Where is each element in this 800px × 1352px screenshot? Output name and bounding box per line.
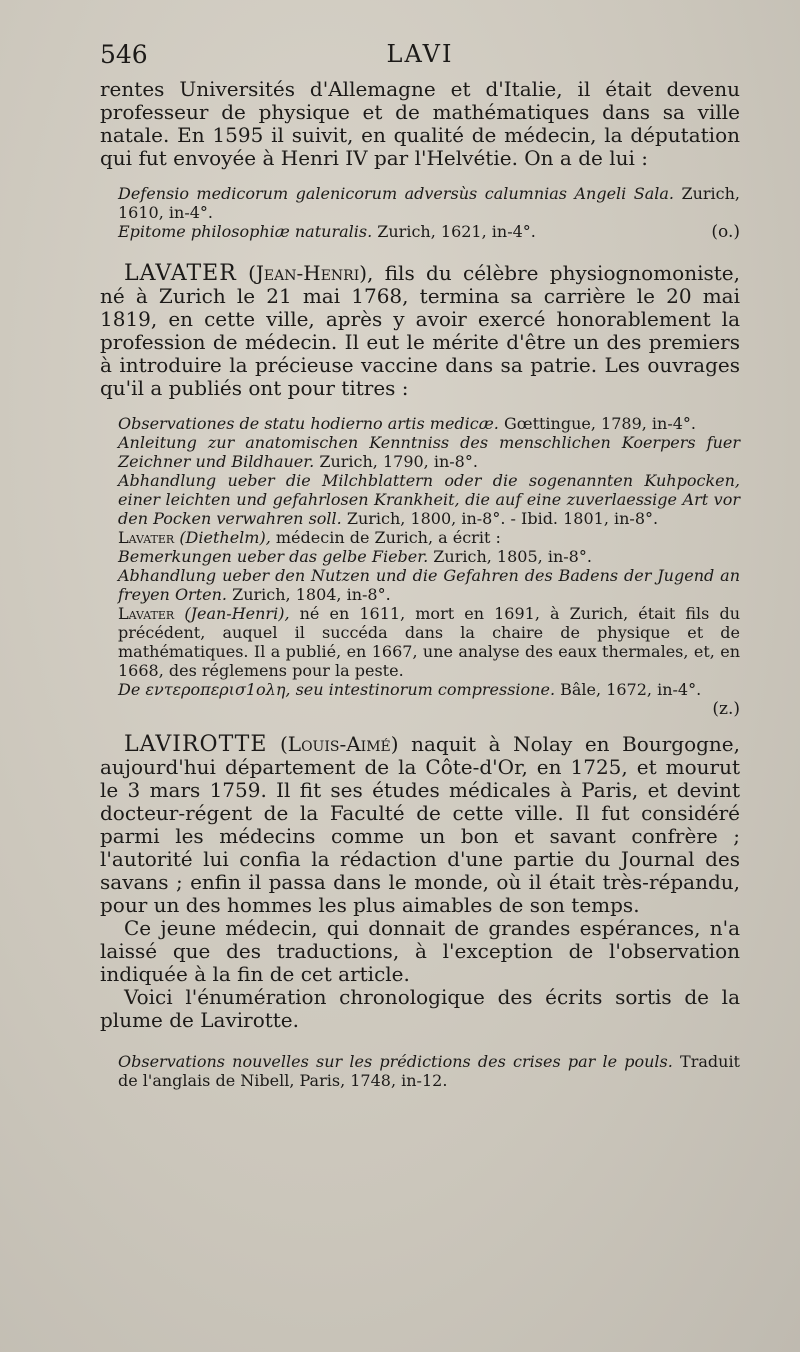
reference-item bbox=[100, 471, 740, 528]
reference-item bbox=[100, 414, 740, 433]
reference-item bbox=[100, 566, 740, 604]
entry-name: LAVIROTTE bbox=[124, 732, 268, 757]
diethelm-reference-list bbox=[100, 547, 740, 604]
reference-item bbox=[100, 547, 740, 566]
reference-item bbox=[100, 680, 740, 699]
reference-title: Observationes de statu hodierno artis medicæ. bbox=[118, 414, 499, 433]
reference-title: Anleitung zur anatomischen Kenntniss des menschlichen Koerpers fuer Zeichner und Bildhauer. bbox=[118, 433, 740, 471]
reference-imprint: Bâle, 1672, in-4°. bbox=[555, 680, 702, 699]
entry-name: Lavater bbox=[118, 528, 175, 547]
entry-given-name: (Diethelm), bbox=[179, 528, 271, 547]
reference-imprint: Gœttingue, 1789, in-4°. bbox=[498, 414, 697, 433]
entry-text: né en 1611, mort en 1691, à Zurich, était fils du précédent, auquel il succéda dans la chaire de physique et de mathématiques. Il a publié, en 1667, une analyse des eaux thermales, et, en 1668, des réglemens pour la peste. bbox=[118, 604, 740, 680]
reference-title: Epitome philosophiæ naturalis. bbox=[118, 222, 373, 241]
page-body bbox=[100, 78, 740, 1090]
reference-title: Abhandlung ueber den Nutzen und die Gefahren des Badens der Jugend an freyen Orten. bbox=[118, 566, 740, 604]
entry-lavirotte-paragraph bbox=[100, 733, 740, 917]
reference-title: De εντεροπερισ1ολη, seu intestinorum compressione. bbox=[118, 680, 556, 699]
lavirotte-paragraph-3: Voici l'énumération chronologique des écrits sortis de la plume de Lavirotte. bbox=[100, 985, 740, 1032]
page-number: 546 bbox=[100, 40, 148, 69]
reference-title: Defensio medicorum galenicorum adversùs calumnias Angeli Sala. bbox=[118, 184, 674, 203]
reference-title: Observations nouvelles sur les prédictions des crises par le pouls. bbox=[118, 1052, 673, 1071]
reference-item bbox=[100, 1052, 740, 1090]
lavirotte-paragraph-2: Ce jeune médecin, qui donnait de grandes espérances, n'a laissé que des traductions, à l'exception de l'observation indiquée à la fin de cet article. bbox=[100, 916, 740, 986]
author-signature: (z.) bbox=[712, 699, 740, 719]
page-header bbox=[100, 40, 740, 76]
entry-text: fils du célèbre physiognomoniste, né à Zurich le 21 mai 1768, termina sa carrière le 20 mai 1819, en cette ville, après y avoir exercé honorablement la profession de médecin. Il eut le mérite d'être un des premiers à introduire la précieuse vaccine dans sa patrie. Les ouvrages qu'il a publiés ont pour titres : bbox=[100, 261, 740, 400]
lavater-reference-list bbox=[100, 414, 740, 528]
reference-imprint: Zurich, 1800, in-8°. - Ibid. 1801, in-8°. bbox=[341, 509, 659, 528]
entry-text: médecin de Zurich, a écrit : bbox=[270, 528, 501, 547]
reference-imprint: Zurich, 1805, in-8°. bbox=[428, 547, 592, 566]
intro-reference-list bbox=[100, 184, 740, 242]
entry-diethelm-paragraph bbox=[100, 528, 740, 547]
reference-item bbox=[100, 184, 740, 222]
reference-imprint: Zurich, 1790, in-8°. bbox=[314, 452, 478, 471]
reference-title: Abhandlung ueber die Milchblattern oder die sogenannten Kuhpocken, einer leichten und gefahrlosen Krankheit, die auf eine zuverlaessige Art vor den Pocken verwahren soll. bbox=[118, 471, 740, 528]
entry-jean-henri-1611-paragraph bbox=[100, 604, 740, 680]
reference-imprint: Zurich, 1804, in-8°. bbox=[227, 585, 391, 604]
reference-title: Bemerkungen ueber das gelbe Fieber. bbox=[118, 547, 429, 566]
lavirotte-reference-list bbox=[100, 1052, 740, 1090]
entry-name: LAVATER bbox=[124, 261, 237, 286]
reference-item bbox=[100, 433, 740, 471]
entry-name: Lavater bbox=[118, 604, 175, 623]
reference-imprint: Zurich, 1621, in-4°. bbox=[372, 222, 536, 241]
entry-lavater-paragraph bbox=[100, 262, 740, 400]
entry-given-name: (Jean-Henri), bbox=[184, 604, 290, 623]
reference-imprint: Traduit de l'anglais de Nibell, Paris, 1748, in-12. bbox=[118, 1052, 740, 1090]
jean-henri-1611-reference-list bbox=[100, 680, 740, 719]
entry-text: naquit à Nolay en Bourgogne, aujourd'hui département de la Côte-d'Or, en 1725, et mourut le 3 mars 1759. Il fit ses études médicales à Paris, et devint docteur-régent de la Faculté de cette ville. Il fut considéré parmi les médecins comme un bon et savant confrère ; l'autorité lui confia la rédaction d'une partie du Journal des savans ; enfin il passa dans le monde, où il était très-répandu, pour un des hommes les plus aimables de son temps. bbox=[100, 732, 741, 917]
entry-given-name: (Jean-Henri), bbox=[248, 261, 374, 285]
reference-imprint: Zurich, 1610, in-4°. bbox=[118, 184, 741, 222]
author-signature: (o.) bbox=[711, 222, 740, 242]
running-head: LAVI bbox=[386, 40, 454, 68]
entry-given-name: (Louis-Aimé) bbox=[279, 732, 399, 756]
intro-paragraph: rentes Universités d'Allemagne et d'Italie, il était devenu professeur de physique et de mathématiques dans sa ville natale. En 1595 il suivit, en qualité de médecin, la députation qui fut envoyée à Henri IV par l'Helvétie. On a de lui : bbox=[100, 77, 740, 170]
